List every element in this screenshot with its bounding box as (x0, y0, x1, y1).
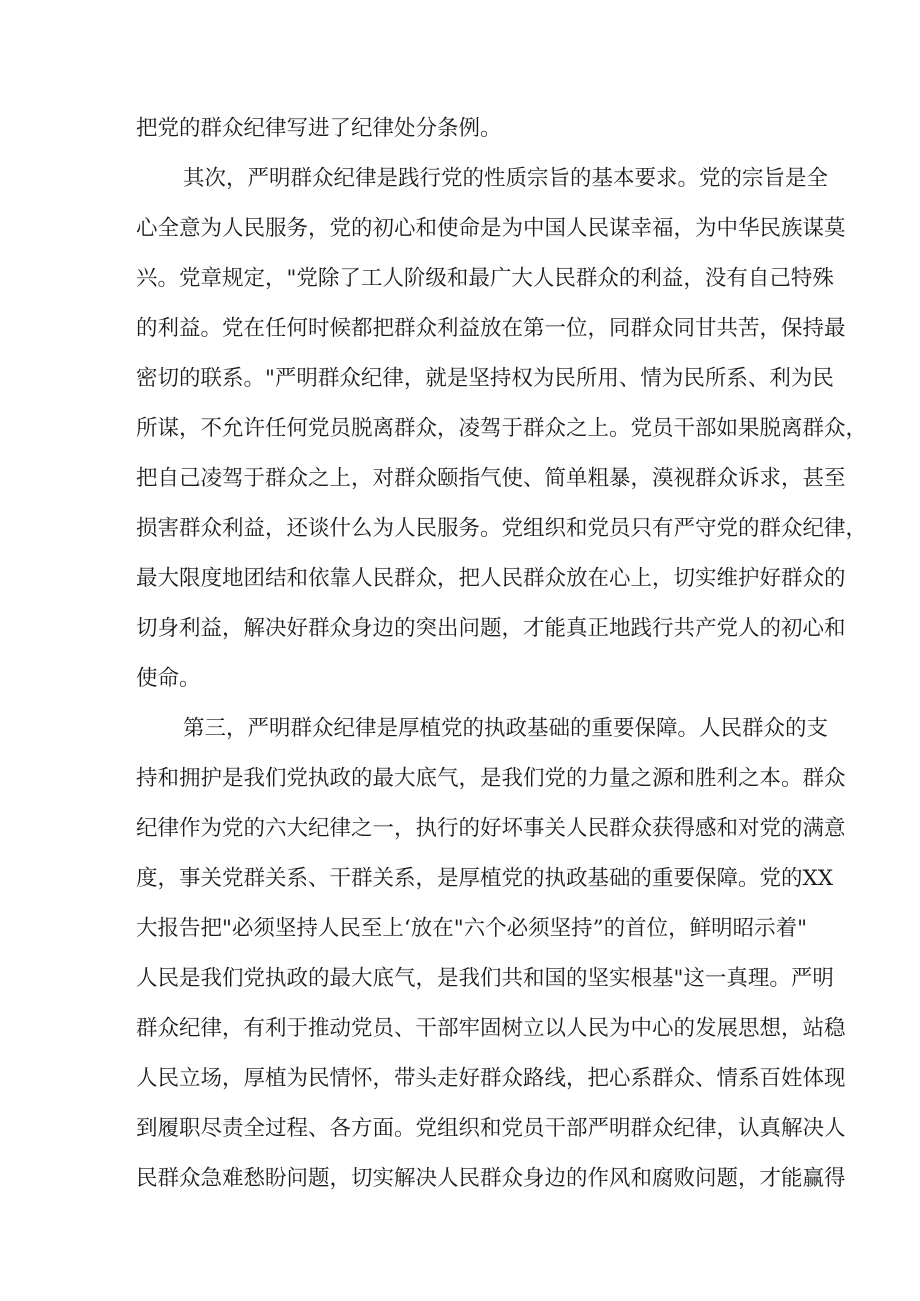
text-line: 损害群众利益，还谈什么为人民服务。党组织和党员只有严守党的群众纪律， (136, 516, 868, 541)
text-line: 密切的联系。"严明群众纪律，就是坚持权为民所用、情为民所系、利为民 (136, 366, 834, 391)
text-line: 兴。党章规定，"党除了工人阶级和最广大人民群众的利益，没有自己特殊 (136, 266, 834, 291)
text-line: 最大限度地团结和依靠人民群众，把人民群众放在心上，切实维护好群众的 (136, 566, 846, 591)
text-line: 心全意为人民服务，党的初心和使命是为中国人民谋幸福，为中华民族谋莫 (136, 216, 846, 241)
text-line: 度，事关党群关系、干群关系，是厚植党的执政基础的重要保障。党的XX (136, 866, 834, 891)
text-line: 人民是我们党执政的最大底气，是我们共和国的坚实根基"这一真理。严明 (136, 966, 834, 991)
text-line: 民群众急难愁盼问题，切实解决人民群众身边的作风和腐败问题，才能赢得 (136, 1166, 846, 1191)
text-line: 把自己凌驾于群众之上，对群众颐指气使、简单粗暴，漠视群众诉求，甚至 (136, 466, 846, 491)
text-line: 群众纪律，有利于推动党员、干部牢固树立以人民为中心的发展思想，站稳 (136, 1016, 846, 1041)
text-line: 到履职尽责全过程、各方面。党组织和党员干部严明群众纪律，认真解决人 (136, 1116, 846, 1141)
text-line: 使命。 (136, 666, 201, 691)
text-line: 持和拥护是我们党执政的最大底气，是我们党的力量之源和胜利之本。群众 (136, 766, 846, 791)
text-line: 人民立场，厚植为民情怀，带头走好群众路线，把心系群众、情系百姓体现 (136, 1066, 846, 1091)
text-line: 切身利益，解决好群众身边的突出问题，才能真正地践行共产党人的初心和 (136, 616, 846, 641)
text-line: 所谋，不允许任何党员脱离群众，凌驾于群众之上。党员干部如果脱离群众， (136, 416, 868, 441)
paragraph-first-line: 其次，严明群众纪律是践行党的性质宗旨的基本要求。党的宗旨是全 (183, 166, 829, 191)
text-line: 大报告把"必须坚持人民至上‘放在"六个必须坚持”的首位，鲜明昭示着" (136, 916, 807, 941)
text-line: 纪律作为党的六大纪律之一，执行的好坏事关人民群众获得感和对党的满意 (136, 816, 846, 841)
text-line: 把党的群众纪律写进了纪律处分条例。 (136, 116, 502, 141)
paragraph-first-line: 第三，严明群众纪律是厚植党的执政基础的重要保障。人民群众的支 (183, 716, 829, 741)
text-line: 的利益。党在任何时候都把群众利益放在第一位，同群众同甘共苦，保持最 (136, 316, 846, 341)
